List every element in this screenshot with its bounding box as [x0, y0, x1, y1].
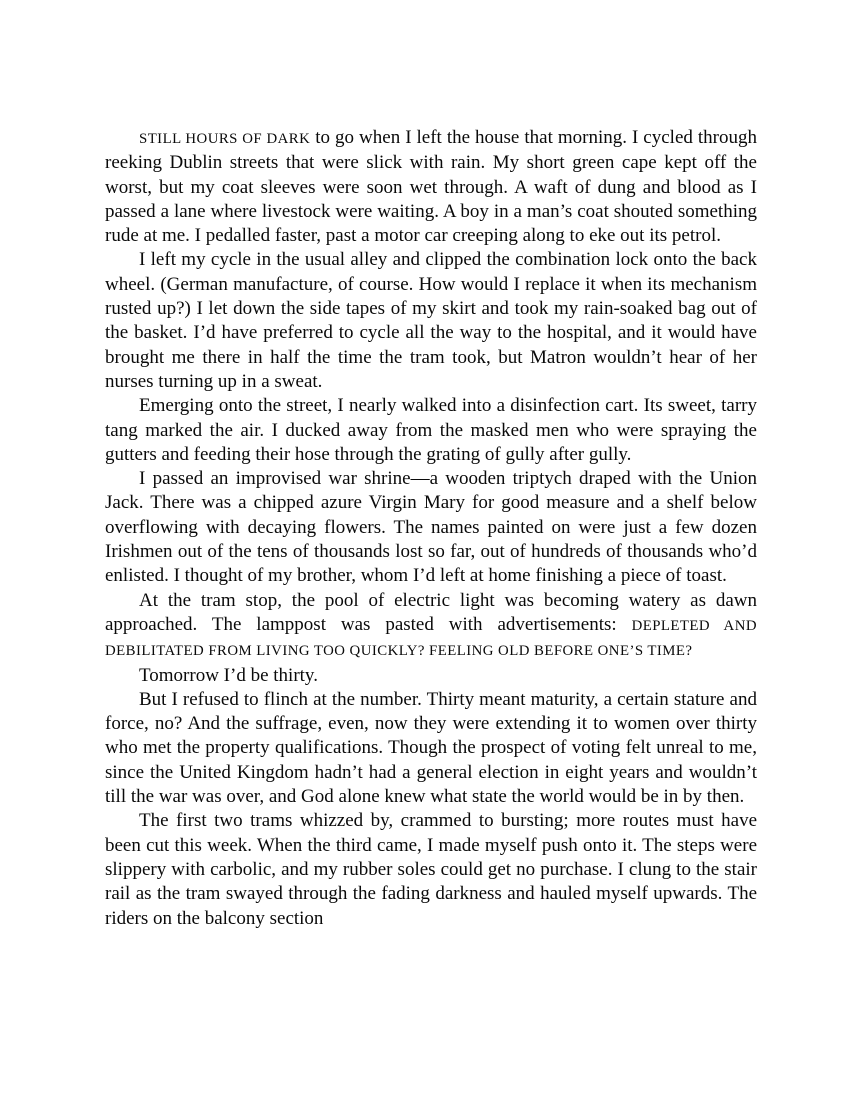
paragraph: [105, 589, 757, 664]
paragraph: [105, 809, 757, 930]
body-text: I passed an improvised war shrine—a wooden triptych draped with the Union Jack. There was a chipped azure Virgin Mary for good measure and a shelf below overflowing with decaying flowers. The names painted on were just a few dozen Irishmen out of the tens of thousands lost so far, out of hundreds of thousands who’d enlisted. I thought of my brother, whom I’d left at home finishing a piece of toast.: [105, 468, 757, 587]
paragraph: [105, 126, 757, 248]
body-text: At the tram stop, the pool of electric light was becoming watery as dawn approached. The lamppost was pasted with advertisements:: [105, 589, 757, 635]
body-text: Emerging onto the street, I nearly walked into a disinfection cart. Its sweet, tarry tang marked the air. I ducked away from the masked men who were spraying the gutters and feeding their hose through the grating of gully after gully.: [105, 395, 757, 465]
paragraph: [105, 664, 757, 688]
text-block: [105, 126, 757, 931]
body-text: to go when I left the house that morning. I cycled through reeking Dublin streets that were slick with rain. My short green cape kept off the worst, but my coat sleeves were soon wet through. A waft of dung and blood as I passed a lane where livestock were waiting. A boy in a man’s coat shouted something rude at me. I pedalled faster, past a motor car creeping along to eke out its petrol.: [105, 127, 757, 247]
paragraph: [105, 688, 757, 809]
body-text: The first two trams whizzed by, crammed to bursting; more routes must have been cut this week. When the third came, I made myself push onto it. The steps were slippery with carbolic, and my rubber soles could get no purchase. I clung to the stair rail as the tram swayed through the fading darkness and hauled myself upwards. The riders on the balcony section: [105, 810, 757, 929]
body-text: But I refused to flinch at the number. Thirty meant maturity, a certain stature and force, no? And the suffrage, even, now they were extending it to women over thirty who met the property qualifications. Though the prospect of voting felt unreal to me, since the United Kingdom hadn’t had a general election in eight years and wouldn’t till the war was over, and God alone knew what state the world would be in by then.: [105, 688, 757, 808]
paragraph: [105, 248, 757, 394]
smallcaps-text: DEPLETED AND DEBILITATED FROM LIVING TOO QUICKLY? FEELING OLD BEFORE ONE’S TIME?: [105, 617, 757, 660]
paragraph: [105, 467, 757, 588]
smallcaps-text: STILL HOURS OF DARK: [139, 131, 311, 147]
body-text: I left my cycle in the usual alley and clipped the combination lock onto the back wheel. (German manufacture, of course. How would I replace it when its mechanism rusted up?) I let down the side tapes of my skirt and took my rain-soaked bag out of the basket. I’d have preferred to cycle all the way to the hospital, and it would have brought me there in half the time the tram took, but Matron wouldn’t hear of her nurses turning up in a sweat.: [105, 249, 757, 392]
body-text: Tomorrow I’d be thirty.: [139, 664, 318, 686]
paragraph: [105, 394, 757, 467]
